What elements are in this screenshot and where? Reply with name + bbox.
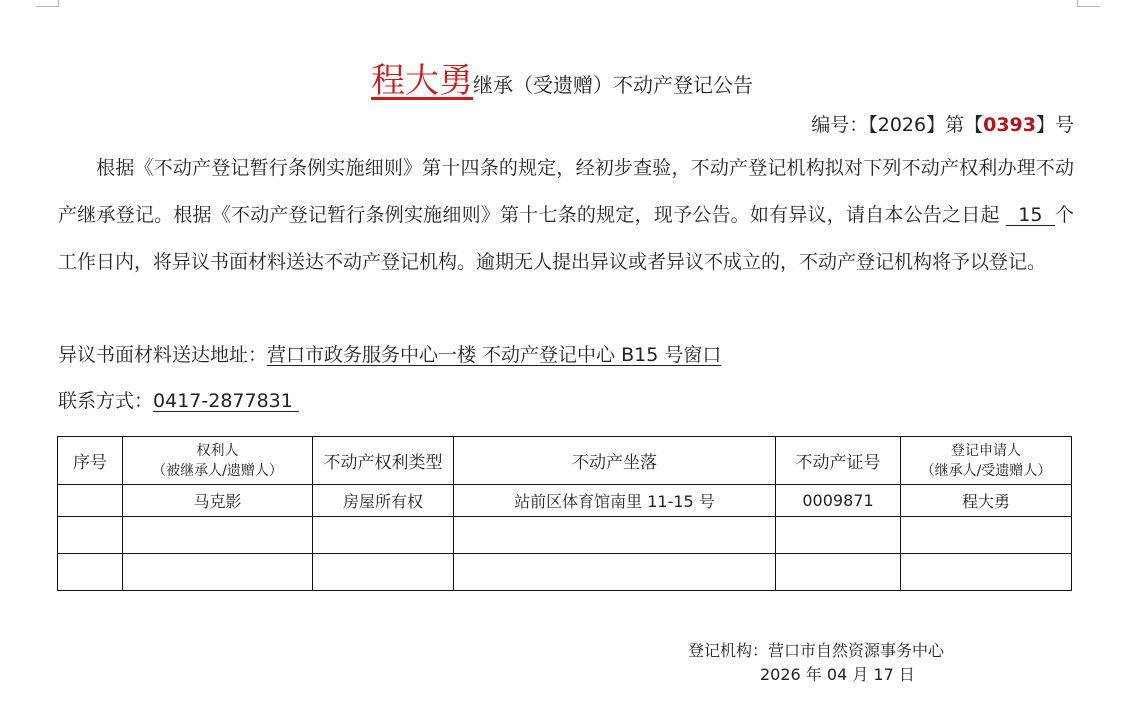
cell-seq: [58, 517, 123, 554]
header-location: 不动产坐落: [454, 437, 776, 485]
objection-days: 15: [1018, 204, 1043, 226]
cell-location: [454, 517, 776, 554]
cell-owner: [123, 517, 313, 554]
cell-cert: [776, 554, 901, 591]
cell-seq: [58, 554, 123, 591]
cell-location: [454, 554, 776, 591]
header-right-type: 不动产权利类型: [313, 437, 454, 485]
body-part1: 根据《不动产登记暂行条例实施细则》第十四条的规定，经初步查验，不动产登记机构拟对下列不动产权利办理不动产继承登记。根据《不动产登记暂行条例实施细则》第十七条的规定，现予公告。如有异议，请自本公告之日起: [58, 157, 1074, 226]
cell-applicant: [901, 517, 1072, 554]
page-corner-mark-right: [1077, 0, 1100, 7]
body-part2: 个工作日内，将异议书面材料送达不动产登记机构。逾期无人提出异议或者异议不成立的，不动产登记机构将予以登记。: [58, 204, 1074, 273]
document-title: [0, 53, 1124, 102]
table-row: [58, 485, 1072, 517]
header-owner: 权利人 （被继承人/遗赠人）: [123, 437, 313, 485]
header-cert: 不动产证号: [776, 437, 901, 485]
title-rest: 继承（受遗赠）不动产登记公告: [473, 73, 753, 97]
cell-seq: [58, 485, 123, 517]
registration-table: [57, 436, 1072, 591]
header-applicant: 登记申请人 （继承人/受遗赠人）: [901, 437, 1072, 485]
title-name: 程大勇: [371, 61, 473, 101]
contact-label: 联系方式：: [58, 390, 154, 412]
number-value: 0393: [983, 114, 1036, 136]
cell-right-type: 房屋所有权: [313, 485, 454, 517]
cell-location: 站前区体育馆南里 11-15 号: [454, 485, 776, 517]
table-row: [58, 517, 1072, 554]
cell-applicant: 程大勇: [901, 485, 1072, 517]
contact-info: [58, 386, 299, 413]
address-label: 异议书面材料送达地址：: [58, 344, 268, 366]
announcement-body: [58, 145, 1074, 286]
registration-authority: 登记机构：营口市自然资源事务中心: [688, 641, 945, 660]
document-number: [811, 110, 1074, 137]
page-corner-mark-left: [36, 0, 59, 7]
cell-owner: [123, 554, 313, 591]
number-prefix: 编号：【2026】第【: [811, 114, 984, 136]
cell-right-type: [313, 517, 454, 554]
address-value: 营口市政务服务中心一楼 不动产登记中心 B15 号窗口: [267, 344, 722, 366]
table-row: [58, 554, 1072, 591]
header-seq: 序号: [58, 437, 123, 485]
cell-owner: 马克影: [123, 485, 313, 517]
cell-applicant: [901, 554, 1072, 591]
table-header-row: [58, 437, 1072, 485]
cell-right-type: [313, 554, 454, 591]
contact-value: 0417-2877831: [153, 390, 293, 412]
cell-cert: 0009871: [776, 485, 901, 517]
objection-address: [58, 340, 721, 367]
cell-cert: [776, 517, 901, 554]
announcement-date: 2026 年 04 月 17 日: [760, 665, 915, 684]
number-suffix: 】号: [1035, 114, 1074, 136]
